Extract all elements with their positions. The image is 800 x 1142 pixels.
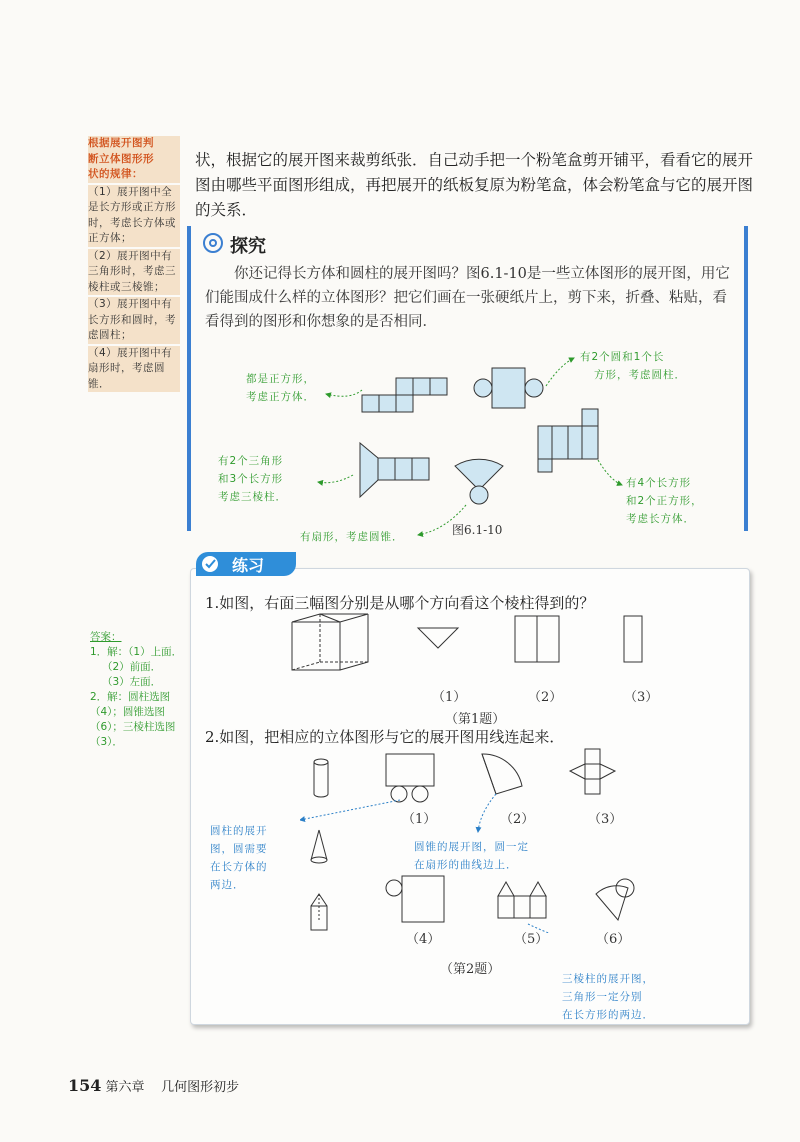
answer-line-4: 2．解：圆柱选图（4）；圆锥选图（6）；三棱柱选图（3）．	[90, 691, 176, 748]
answer-note	[90, 630, 186, 750]
cone-solid	[311, 830, 327, 863]
margin-note-title-3: 状的规律：	[88, 167, 180, 183]
figure-caption: 图6.1-10	[452, 523, 503, 537]
note-prism: 有2个三角形 和3个长方形 考虑三棱柱．	[218, 455, 287, 503]
cylinder-solid	[314, 759, 328, 797]
top-view	[418, 628, 458, 648]
q2-label-6: （6）	[596, 932, 631, 947]
margin-note-item-1: （1）展开图中全是长方形或正方形时，考虑长方体或正方体；	[88, 185, 180, 247]
q1-figure	[290, 612, 650, 682]
note-cone-net: 圆锥的展开图，圆一定 在扇形的曲线边上．	[414, 841, 529, 871]
margin-note-title-2: 断立体图形形	[88, 152, 180, 168]
note-cone: 有扇形，考虑圆锥．	[300, 531, 404, 543]
q1-label-3: （3）	[624, 690, 659, 705]
front-view	[515, 616, 559, 662]
practice-icon	[201, 555, 221, 573]
q1-label-2: （2）	[528, 690, 563, 705]
net-1	[386, 754, 434, 802]
cuboid-net	[538, 409, 598, 472]
q1-label-1: （1）	[432, 690, 467, 705]
margin-note-item-2: （2）展开图中有三角形时，考虑三棱柱或三棱锥；	[88, 249, 180, 296]
note-cube: 都是正方形， 考虑正方体．	[246, 373, 315, 403]
note-prism-net: 三棱柱的展开图， 三角形一定分别 在长方形的两边．	[562, 973, 654, 1021]
explore-text: 你还记得长方体和圆柱的展开图吗？图6.1-10是一些立体图形的展开图，用它们能围成什么样的立体图形？把它们画在一张硬纸片上，剪下来，折叠、粘贴，看看得到的图形和你想象的是否相同．	[205, 266, 730, 330]
q2-label-1: （1）	[402, 812, 437, 827]
cube-net	[362, 378, 447, 412]
body-paragraph: 状，根据它的展开图来裁剪纸张．自己动手把一个粉笔盒剪开铺平，看看它的展开图由哪些平面图形组成，再把展开的纸板复原为粉笔盒，体会粉笔盒与它的展开图的关系．	[195, 151, 754, 219]
margin-note-title-1: 根据展开图判	[88, 136, 180, 152]
note-cylinder: 有2个圆和1个长 方形，考虑圆柱．	[580, 351, 686, 381]
answer-line-3: （3）左面．	[102, 676, 162, 688]
explore-icon	[203, 233, 223, 253]
question-1: 1.如图，右面三幅图分别是从哪个方向看这个棱柱得到的？	[205, 594, 595, 612]
cone-net	[455, 459, 503, 504]
triangular-prism-solid	[311, 894, 327, 930]
page-number: 154	[68, 1076, 102, 1095]
note-cuboid: 有4个长方形 和2个正方形， 考虑长方体．	[626, 477, 703, 525]
q2-label-2: （2）	[500, 812, 535, 827]
q1-caption: （第1题）	[445, 712, 506, 727]
answer-line-2: （2）前面．	[102, 661, 162, 673]
note-cylinder-net: 圆柱的展开 图，圆需要 在长方体的 两边．	[210, 825, 268, 891]
question-2: 2.如图，把相应的立体图形与它的展开图用线连起来．	[205, 728, 565, 746]
margin-note-item-3: （3）展开图中有长方形和圆时，考虑圆柱；	[88, 297, 180, 344]
answer-title: 答案：	[90, 631, 122, 643]
margin-note-item-4: （4）展开图中有扇形时，考虑圆锥．	[88, 346, 180, 393]
cylinder-net	[474, 368, 543, 408]
q2-label-3: （3）	[588, 812, 623, 827]
net-4	[386, 876, 444, 922]
q2-label-4: （4）	[406, 932, 441, 947]
q2-label-5: （5）	[514, 932, 549, 947]
net-6	[596, 879, 634, 920]
practice-tab: 练习	[196, 552, 296, 576]
answer-line-1: 1．解：（1）上面．	[90, 646, 183, 658]
prism-solid	[292, 614, 368, 670]
net-3	[570, 749, 615, 794]
margin-note	[88, 136, 180, 392]
side-view	[624, 616, 642, 662]
net-5	[498, 882, 546, 918]
prism-net	[360, 443, 429, 497]
page-footer	[68, 1076, 239, 1095]
chapter-label: 第六章	[105, 1080, 145, 1095]
net-2	[482, 754, 522, 794]
explore-title: 探究	[230, 236, 266, 257]
q2-caption: （第2题）	[440, 962, 501, 977]
section-label: 几何图形初步	[161, 1080, 240, 1095]
